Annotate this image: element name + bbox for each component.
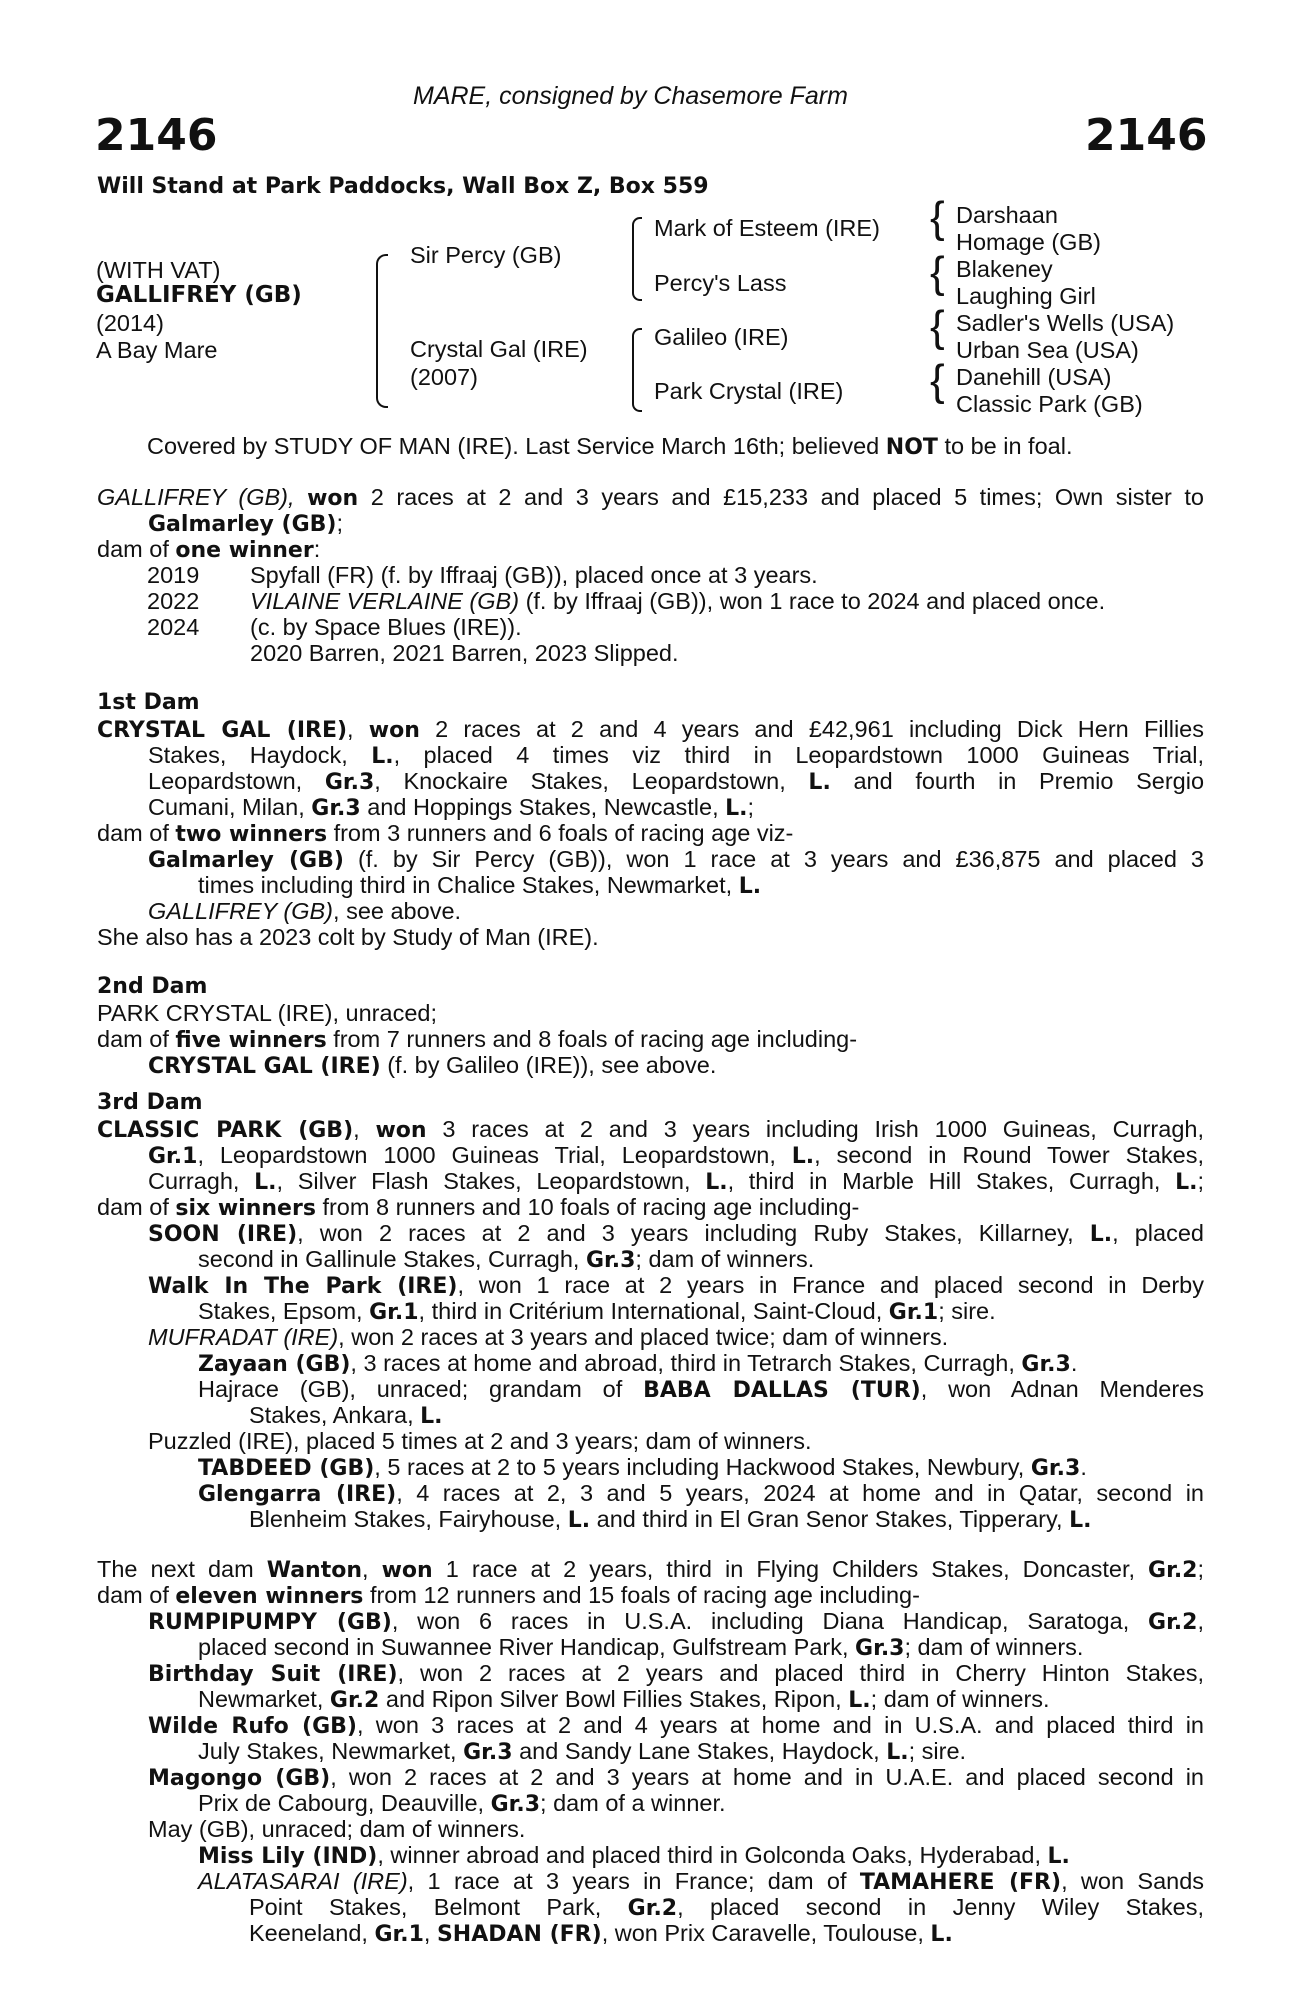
produce-entry-2022: VILAINE VERLAINE (GB) (f. by Iffraaj (GB)), won 1 race to 2024 and placed once. — [250, 588, 1106, 614]
first-dam-line5: dam of two winners from 3 runners and 6 foals of racing age viz- — [97, 820, 794, 847]
second-dam-line1: PARK CRYSTAL (IRE), unraced; — [97, 1000, 437, 1026]
produce-entry-2024: (c. by Space Blues (IRE)). — [250, 614, 522, 640]
first-dam-line7: times including third in Chalice Stakes, Newmarket, L. — [198, 872, 762, 899]
third-dam-line14: TABDEED (GB), 5 races at 2 to 5 years including Hackwood Stakes, Newbury, Gr.3. — [198, 1454, 1087, 1481]
horse-year: (2014) — [96, 310, 164, 336]
next-dam-line1: The next dam Wanton, won 1 race at 2 years, third in Flying Childers Stakes, Doncaster, Gr.2; — [97, 1556, 1205, 1583]
third-dam-line3: Curragh, L., Silver Flash Stakes, Leopardstown, L., third in Marble Hill Stakes, Curragh, L.; — [148, 1168, 1205, 1195]
produce-entry-2019: Spyfall (FR) (f. by Iffraaj (GB)), placed once at 3 years. — [250, 562, 818, 588]
next-dam-line11: May (GB), unraced; dam of winners. — [148, 1816, 526, 1842]
lot-number-left: 2146 — [95, 110, 218, 161]
pedigree-brace-dam — [632, 328, 642, 412]
next-dam-line10: Prix de Cabourg, Deauville, Gr.3; dam of a winner. — [198, 1790, 726, 1817]
first-dam-line9: She also has a 2023 colt by Study of Man (IRE). — [97, 924, 599, 950]
pedigree-g3-2: Homage (GB) — [956, 229, 1101, 255]
pedigree-g3-4: Laughing Girl — [956, 283, 1096, 309]
next-dam-line12: Miss Lily (IND), winner abroad and placed third in Golconda Oaks, Hyderabad, L. — [198, 1842, 1070, 1869]
next-dam-line2: dam of eleven winners from 12 runners and 15 foals of racing age including- — [97, 1582, 920, 1609]
next-dam-line3: RUMPIPUMPY (GB), won 6 races in U.S.A. including Diana Handicap, Saratoga, Gr.2, — [148, 1608, 1204, 1635]
third-dam-line6: second in Gallinule Stakes, Curragh, Gr.3; dam of winners. — [198, 1246, 815, 1273]
next-dam-line4: placed second in Suwannee River Handicap, Gulfstream Park, Gr.3; dam of winners. — [198, 1634, 1084, 1661]
first-dam-line8: GALLIFREY (GB), see above. — [148, 898, 462, 924]
third-dam-line8: Stakes, Epsom, Gr.1, third in Critérium International, Saint-Cloud, Gr.1; sire. — [198, 1298, 996, 1325]
first-dam-line4: Cumani, Milan, Gr.3 and Hoppings Stakes, Newcastle, L.; — [148, 794, 755, 821]
horse-name: GALLIFREY (GB) — [96, 282, 302, 308]
covering-note: Covered by STUDY OF MAN (IRE). Last Service March 16th; believed NOT to be in foal. — [147, 433, 1073, 460]
brace-glyph-4: { — [930, 356, 945, 405]
pedigree-g3-5: Sadler's Wells (USA) — [956, 310, 1175, 336]
catalogue-subtitle: MARE, consigned by Chasemore Farm — [413, 82, 848, 110]
pedigree-g3-3: Blakeney — [956, 256, 1053, 282]
third-dam-line1: CLASSIC PARK (GB), won 3 races at 2 and 3 years including Irish 1000 Guineas, Curragh, — [97, 1116, 1204, 1143]
next-dam-line8: July Stakes, Newmarket, Gr.3 and Sandy Lane Stakes, Haydock, L.; sire. — [198, 1738, 967, 1765]
next-dam-line15: Keeneland, Gr.1, SHADAN (FR), won Prix Caravelle, Toulouse, L. — [249, 1920, 953, 1947]
third-dam-line9: MUFRADAT (IRE), won 2 races at 3 years and placed twice; dam of winners. — [148, 1324, 949, 1350]
third-dam-line11: Hajrace (GB), unraced; grandam of BABA DALLAS (TUR), won Adnan Menderes — [198, 1376, 1205, 1403]
brace-glyph-1: { — [930, 193, 945, 242]
next-dam-line14: Point Stakes, Belmont Park, Gr.2, placed second in Jenny Wiley Stakes, — [249, 1894, 1204, 1921]
third-dam-line5: SOON (IRE), won 2 races at 2 and 3 years including Ruby Stakes, Killarney, L., placed — [148, 1220, 1204, 1247]
next-dam-line9: Magongo (GB), won 2 races at 2 and 3 years at home and in U.A.E. and placed second in — [148, 1764, 1204, 1791]
next-dam-line6: Newmarket, Gr.2 and Ripon Silver Bowl Fillies Stakes, Ripon, L.; dam of winners. — [198, 1686, 1050, 1713]
next-dam-line7: Wilde Rufo (GB), won 3 races at 2 and 4 years at home and in U.S.A. and placed third in — [148, 1712, 1204, 1739]
third-dam-line7: Walk In The Park (IRE), won 1 race at 2 years in France and placed second in Derby — [148, 1272, 1205, 1299]
pedigree-sire: Sir Percy (GB) — [410, 242, 562, 268]
produce-year-2022: 2022 — [147, 588, 200, 614]
vat-note: (WITH VAT) — [96, 257, 221, 283]
first-dam-line6: Galmarley (GB) (f. by Sir Percy (GB)), won 1 race at 3 years and £36,875 and placed 3 — [148, 846, 1204, 873]
brace-glyph-3: { — [930, 302, 945, 351]
first-dam-line2: Stakes, Haydock, L., placed 4 times viz third in Leopardstown 1000 Guineas Trial, — [148, 742, 1205, 769]
third-dam-line16: Blenheim Stakes, Fairyhouse, L. and third in El Gran Senor Stakes, Tipperary, L. — [249, 1506, 1092, 1533]
second-dam-line2: dam of five winners from 7 runners and 8 foals of racing age including- — [97, 1026, 858, 1053]
pedigree-brace-main — [376, 254, 388, 408]
produce-barren-note: 2020 Barren, 2021 Barren, 2023 Slipped. — [250, 640, 679, 666]
second-dam-heading: 2nd Dam — [97, 974, 208, 999]
produce-year-2024: 2024 — [147, 614, 200, 640]
third-dam-line12: Stakes, Ankara, L. — [249, 1402, 443, 1429]
pedigree-g3-1: Darshaan — [956, 202, 1058, 228]
pedigree-g3-8: Classic Park (GB) — [956, 391, 1143, 417]
second-dam-line3: CRYSTAL GAL (IRE) (f. by Galileo (IRE)), see above. — [148, 1052, 717, 1079]
lot-number-right: 2146 — [1085, 110, 1208, 161]
third-dam-line4: dam of six winners from 8 runners and 10 foals of racing age including- — [97, 1194, 860, 1221]
stand-location: Will Stand at Park Paddocks, Wall Box Z, Box 559 — [97, 174, 709, 199]
next-dam-line13: ALATASARAI (IRE), 1 race at 3 years in France; dam of TAMAHERE (FR), won Sands — [198, 1868, 1205, 1895]
next-dam-line5: Birthday Suit (IRE), won 2 races at 2 years and placed third in Cherry Hinton Stakes, — [148, 1660, 1204, 1687]
brace-glyph-2: { — [930, 248, 945, 297]
third-dam-line15: Glengarra (IRE), 4 races at 2, 3 and 5 years, 2024 at home and in Qatar, second in — [198, 1480, 1204, 1507]
first-dam-line3: Leopardstown, Gr.3, Knockaire Stakes, Leopardstown, L. and fourth in Premio Sergio — [148, 768, 1205, 795]
third-dam-line2: Gr.1, Leopardstown 1000 Guineas Trial, Leopardstown, L., second in Round Tower Stakes, — [148, 1142, 1204, 1169]
pedigree-dam: Crystal Gal (IRE) — [410, 336, 588, 362]
first-dam-line1: CRYSTAL GAL (IRE), won 2 races at 2 and 4 years and £42,961 including Dick Hern Fillies — [97, 716, 1205, 743]
produce-summary-line3: dam of one winner: — [97, 536, 321, 563]
pedigree-g3-7: Danehill (USA) — [956, 364, 1112, 390]
produce-year-2019: 2019 — [147, 562, 200, 588]
pedigree-brace-sire — [632, 217, 642, 301]
pedigree-sire-dam: Percy's Lass — [654, 270, 787, 296]
pedigree-dam-dam: Park Crystal (IRE) — [654, 378, 844, 404]
pedigree-g3-6: Urban Sea (USA) — [956, 337, 1139, 363]
produce-summary-line2: Galmarley (GB); — [148, 510, 343, 537]
horse-description: A Bay Mare — [96, 337, 218, 363]
pedigree-dam-sire: Galileo (IRE) — [654, 324, 789, 350]
third-dam-heading: 3rd Dam — [97, 1090, 203, 1115]
produce-summary-line1: GALLIFREY (GB), won 2 races at 2 and 3 years and £15,233 and placed 5 times; Own sister to — [97, 484, 1204, 511]
third-dam-line10: Zayaan (GB), 3 races at home and abroad, third in Tetrarch Stakes, Curragh, Gr.3. — [198, 1350, 1078, 1377]
first-dam-heading: 1st Dam — [97, 690, 200, 715]
pedigree-sire-sire: Mark of Esteem (IRE) — [654, 215, 880, 241]
pedigree-dam-year: (2007) — [410, 364, 478, 390]
third-dam-line13: Puzzled (IRE), placed 5 times at 2 and 3 years; dam of winners. — [148, 1428, 812, 1454]
